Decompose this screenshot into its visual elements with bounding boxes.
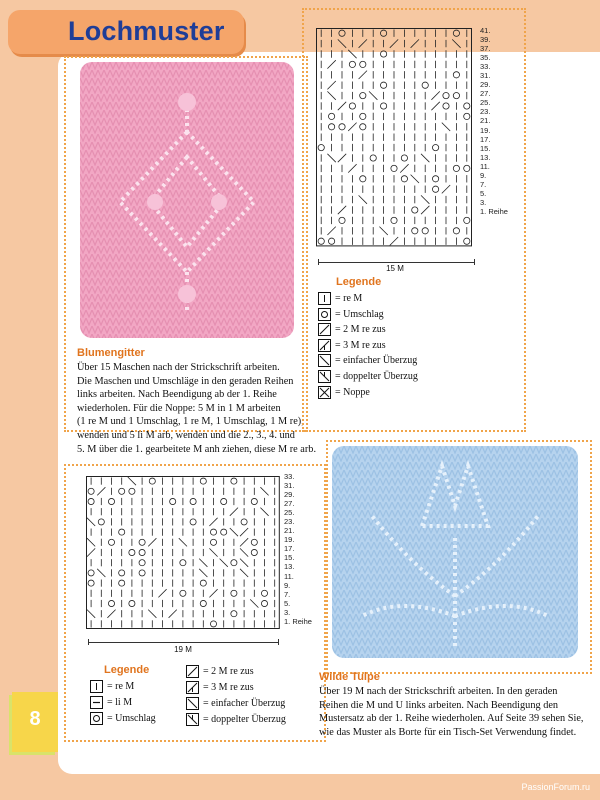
yarn-over-icon xyxy=(318,308,331,321)
row-label: 27. xyxy=(284,499,295,509)
yarn-over-symbol xyxy=(251,539,257,545)
decrease-symbol xyxy=(338,154,346,162)
legend-label: = einfacher Überzug xyxy=(335,355,418,367)
blumengitter-chart xyxy=(316,28,476,259)
decrease-symbol xyxy=(240,528,248,536)
row-label: 31. xyxy=(284,481,295,491)
decrease-symbol xyxy=(260,508,268,516)
legend-item xyxy=(318,386,370,399)
decrease-symbol xyxy=(359,195,367,203)
skp-icon xyxy=(186,697,199,710)
decrease-symbol xyxy=(442,123,450,131)
row-label: 19. xyxy=(480,125,491,135)
decrease-symbol xyxy=(87,548,95,556)
yarn-over-symbol xyxy=(251,498,257,504)
yarn-over-symbol xyxy=(464,113,470,119)
row-label: 35. xyxy=(480,53,491,63)
row-label: 7. xyxy=(284,589,291,599)
row-label: 39. xyxy=(480,35,491,45)
yarn-over-symbol xyxy=(231,560,237,566)
decrease-symbol xyxy=(421,154,429,162)
yarn-over-symbol xyxy=(119,580,125,586)
yarn-over-symbol xyxy=(360,61,366,67)
yarn-over-symbol xyxy=(360,113,366,119)
yarn-over-symbol xyxy=(401,176,407,182)
legend-item xyxy=(90,680,134,693)
yarn-over-symbol xyxy=(318,238,324,244)
legend-item xyxy=(318,323,386,336)
legend-label: = Umschlag xyxy=(335,308,384,320)
yarn-over-symbol xyxy=(231,590,237,596)
legend-label: = 2 M re zus xyxy=(203,666,254,677)
decrease-symbol xyxy=(431,91,439,99)
decrease-symbol xyxy=(87,538,95,546)
yarn-over-symbol xyxy=(391,217,397,223)
blumengitter-instructions: Über 15 Maschen nach der Strickschrift arbeiten. Die Maschen und Umschläge in den geraden Reihen links arbeiten. Nach Beendigung ab der 1. Reihe wiederholen. Für die Noppe: 5 M in 1 M arbeiten (1 re M und 1 Umschlag, 1 re M, 1 Umschlag, 1 M re), wenden und 5 li M arb, wenden und die 2., 3., 4. und 5. M über die 1. gearbeitete M anh ziehen, diese M re arb. xyxy=(77,362,317,455)
yarn-over-symbol xyxy=(129,600,135,606)
row-label: 37. xyxy=(480,44,491,54)
wilde-tulpe-title: Wilde Tulpe xyxy=(319,671,380,683)
yarn-over-symbol xyxy=(108,600,114,606)
yarn-over-symbol xyxy=(464,238,470,244)
dim-tick xyxy=(278,639,279,645)
legend-item xyxy=(186,697,285,710)
decrease-symbol xyxy=(390,237,398,245)
yarn-over-symbol xyxy=(339,217,345,223)
row-label: 27. xyxy=(480,89,491,99)
blumengitter-title: Blumengitter xyxy=(77,347,145,359)
decrease-symbol xyxy=(148,538,156,546)
yarn-over-symbol xyxy=(180,590,186,596)
yarn-over-symbol xyxy=(129,488,135,494)
yarn-over-symbol xyxy=(88,580,94,586)
k2tog-icon xyxy=(186,665,199,678)
yarn-over-symbol xyxy=(108,498,114,504)
yarn-over-symbol xyxy=(221,498,227,504)
yarn-over-symbol xyxy=(360,124,366,130)
yarn-over-symbol xyxy=(129,549,135,555)
row-label: 41. xyxy=(480,26,491,35)
legend-item xyxy=(186,713,286,726)
yarn-over-symbol xyxy=(88,498,94,504)
legend-item xyxy=(90,712,156,725)
decrease-symbol xyxy=(97,487,105,495)
yarn-over-symbol xyxy=(139,549,145,555)
yarn-over-symbol xyxy=(119,529,125,535)
yarn-over-symbol xyxy=(422,228,428,234)
yarn-over-symbol xyxy=(119,488,125,494)
decrease-symbol xyxy=(199,559,207,567)
wilde-tulpe-chart xyxy=(86,476,282,637)
legend-item xyxy=(318,308,384,321)
decrease-symbol xyxy=(338,39,346,47)
decrease-symbol xyxy=(327,227,335,235)
decrease-symbol xyxy=(400,164,408,172)
yarn-over-symbol xyxy=(401,155,407,161)
legend-label: = li M xyxy=(107,697,133,708)
yarn-over-symbol xyxy=(200,478,206,484)
yarn-over-symbol xyxy=(443,103,449,109)
k3tog-icon xyxy=(186,681,199,694)
decrease-symbol xyxy=(230,508,238,516)
yarn-over-symbol xyxy=(241,519,247,525)
decrease-symbol xyxy=(327,91,335,99)
decrease-symbol xyxy=(87,518,95,526)
row-label: 25. xyxy=(284,508,295,518)
decrease-symbol xyxy=(158,589,166,597)
yarn-over-symbol xyxy=(231,611,237,617)
yarn-over-symbol xyxy=(432,144,438,150)
decrease-symbol xyxy=(240,559,248,567)
legend-label: = 3 M re zus xyxy=(335,339,386,351)
yarn-over-symbol xyxy=(380,51,386,57)
decrease-symbol xyxy=(379,227,387,235)
decrease-symbol xyxy=(421,206,429,214)
decrease-symbol xyxy=(338,102,346,110)
decrease-symbol xyxy=(348,164,356,172)
blumengitter-width-label: 15 M xyxy=(386,264,404,273)
yarn-over-symbol xyxy=(261,590,267,596)
yarn-over-symbol xyxy=(139,539,145,545)
wilde-tulpe-width-line xyxy=(88,642,278,643)
legend-item xyxy=(90,696,132,709)
yarn-over-symbol xyxy=(328,238,334,244)
legend-label: = Noppe xyxy=(335,386,370,398)
yarn-over-symbol xyxy=(251,549,257,555)
decrease-symbol xyxy=(327,154,335,162)
decrease-symbol xyxy=(348,123,356,131)
dim-tick xyxy=(474,259,475,265)
yarn-over-symbol xyxy=(380,30,386,36)
decrease-symbol xyxy=(338,206,346,214)
yarn-over-symbol xyxy=(88,570,94,576)
yarn-over-symbol xyxy=(370,155,376,161)
blumengitter-row-labels xyxy=(480,26,508,216)
row-label: 13. xyxy=(480,152,491,162)
yarn-over-symbol xyxy=(328,124,334,130)
decrease-symbol xyxy=(250,599,258,607)
decrease-symbol xyxy=(260,487,268,495)
yarn-over-symbol xyxy=(360,92,366,98)
blumengitter-width-line xyxy=(318,262,474,263)
decrease-symbol xyxy=(421,195,429,203)
yarn-over-symbol xyxy=(200,600,206,606)
decrease-symbol xyxy=(411,175,419,183)
decrease-symbol xyxy=(452,39,460,47)
row-label: 13. xyxy=(284,562,295,572)
yarn-over-icon xyxy=(90,712,103,725)
decrease-symbol xyxy=(240,569,248,577)
blumengitter-swatch-photo xyxy=(80,62,294,338)
wilde-tulpe-instructions: Über 19 M nach der Strickschrift arbeiten. In den geraden Reihen die M und U links arbeiten. Nach Beendigung den Mustersatz ab der 1. Reihe wiederholen. Auf Seite 39 sehen Sie, wie das Muster als Borte für ein Tisch-Set Verwendung findet. xyxy=(319,686,584,738)
skp-icon xyxy=(318,354,331,367)
yarn-over-symbol xyxy=(464,217,470,223)
decrease-symbol xyxy=(230,528,238,536)
double-decrease-icon xyxy=(186,713,199,726)
yarn-over-symbol xyxy=(360,176,366,182)
yarn-over-symbol xyxy=(119,570,125,576)
knit-stitch-icon xyxy=(90,680,103,693)
yarn-over-symbol xyxy=(108,539,114,545)
legend-label: = re M xyxy=(107,681,135,692)
yarn-over-symbol xyxy=(453,92,459,98)
row-label: 5. xyxy=(284,598,291,608)
decrease-symbol xyxy=(169,610,177,618)
yarn-over-symbol xyxy=(210,529,216,535)
decrease-symbol xyxy=(220,559,228,567)
page-title: Lochmuster xyxy=(68,16,225,46)
yarn-over-symbol xyxy=(412,207,418,213)
decrease-symbol xyxy=(240,538,248,546)
row-label: 11. xyxy=(284,571,294,581)
row-label: 19. xyxy=(284,535,295,545)
row-label: 17. xyxy=(284,544,295,554)
yarn-over-symbol xyxy=(210,539,216,545)
yarn-over-symbol xyxy=(149,478,155,484)
yarn-over-symbol xyxy=(432,176,438,182)
yarn-over-symbol xyxy=(380,103,386,109)
knit-stitch-icon xyxy=(318,292,331,305)
page-number-tab xyxy=(12,692,58,752)
yarn-over-symbol xyxy=(139,560,145,566)
decrease-symbol xyxy=(87,610,95,618)
decrease-symbol xyxy=(359,71,367,79)
legend-label: = 3 M re zus xyxy=(203,682,254,693)
k2tog-icon xyxy=(318,323,331,336)
decrease-symbol xyxy=(107,610,115,618)
decrease-symbol xyxy=(179,538,187,546)
wilde-tulpe-width-label: 19 M xyxy=(174,645,192,654)
legend-label: = einfacher Überzug xyxy=(203,698,286,709)
purl-stitch-icon xyxy=(90,696,103,709)
decrease-symbol xyxy=(390,39,398,47)
yarn-over-symbol xyxy=(464,165,470,171)
double-decrease-icon xyxy=(318,370,331,383)
wilde-tulpe-legend-title: Legende xyxy=(104,664,150,676)
decrease-symbol xyxy=(209,589,217,597)
legend-label: = re M xyxy=(335,293,363,304)
row-label: 3. xyxy=(284,607,291,617)
k3tog-icon xyxy=(318,339,331,352)
blumengitter-legend-title: Legende xyxy=(336,276,382,288)
wilde-tulpe-swatch-photo xyxy=(332,446,578,658)
legend-label: = 2 M re zus xyxy=(335,324,386,336)
yarn-over-symbol xyxy=(180,560,186,566)
decrease-symbol xyxy=(148,610,156,618)
decrease-symbol xyxy=(359,39,367,47)
legend-item xyxy=(186,665,254,678)
yarn-over-symbol xyxy=(339,30,345,36)
yarn-over-symbol xyxy=(190,519,196,525)
watermark: PassionForum.ru xyxy=(521,782,590,792)
decrease-symbol xyxy=(348,50,356,58)
decrease-symbol xyxy=(327,81,335,89)
row-label: 21. xyxy=(284,526,295,536)
yarn-over-symbol xyxy=(328,113,334,119)
bobble-icon xyxy=(318,386,331,399)
row-label: 33. xyxy=(480,62,491,72)
dim-tick xyxy=(88,639,89,645)
dim-tick xyxy=(318,259,319,265)
legend-label: = doppelter Überzug xyxy=(203,714,286,725)
yarn-over-symbol xyxy=(318,144,324,150)
row-label: 33. xyxy=(284,472,295,481)
yarn-over-symbol xyxy=(453,72,459,78)
row-label: 7. xyxy=(480,179,487,189)
row-label: 5. xyxy=(480,188,487,198)
row-label: 9. xyxy=(284,580,291,590)
row-label: 11. xyxy=(480,161,490,171)
yarn-over-symbol xyxy=(139,570,145,576)
yarn-over-symbol xyxy=(453,165,459,171)
row-label: 23. xyxy=(480,107,491,117)
yarn-over-symbol xyxy=(261,600,267,606)
row-label: 29. xyxy=(480,80,491,90)
legend-item xyxy=(318,292,362,305)
decrease-symbol xyxy=(199,569,207,577)
row-label: 15. xyxy=(480,143,491,153)
row-label: 23. xyxy=(284,517,295,527)
yarn-over-symbol xyxy=(210,621,216,627)
decrease-symbol xyxy=(97,569,105,577)
decrease-symbol xyxy=(442,185,450,193)
row-label: 17. xyxy=(480,134,491,144)
yarn-over-symbol xyxy=(339,124,345,130)
yarn-over-symbol xyxy=(464,103,470,109)
yarn-over-symbol xyxy=(443,92,449,98)
decrease-symbol xyxy=(209,518,217,526)
decrease-symbol xyxy=(240,548,248,556)
row-label: 15. xyxy=(284,553,295,563)
row-label: 25. xyxy=(480,98,491,108)
yarn-over-symbol xyxy=(200,580,206,586)
decrease-symbol xyxy=(369,91,377,99)
yarn-over-symbol xyxy=(380,82,386,88)
yarn-over-symbol xyxy=(221,529,227,535)
row-label: 9. xyxy=(480,170,487,180)
yarn-over-symbol xyxy=(98,519,104,525)
yarn-over-symbol xyxy=(453,30,459,36)
wilde-tulpe-row-labels xyxy=(284,472,312,626)
yarn-over-symbol xyxy=(412,228,418,234)
page-number: 8 xyxy=(29,708,41,730)
legend-item xyxy=(318,354,417,367)
yarn-over-symbol xyxy=(391,165,397,171)
legend-item xyxy=(318,339,386,352)
legend-label: = Umschlag xyxy=(107,713,156,724)
row-label: 21. xyxy=(480,116,491,126)
yarn-over-symbol xyxy=(453,228,459,234)
row-label: 29. xyxy=(284,490,295,500)
legend-item xyxy=(186,681,254,694)
legend-item xyxy=(318,370,418,383)
decrease-symbol xyxy=(431,102,439,110)
decrease-symbol xyxy=(128,477,136,485)
legend-label: = doppelter Überzug xyxy=(335,371,418,382)
row-label: 3. xyxy=(480,197,487,207)
decrease-symbol xyxy=(327,60,335,68)
decrease-symbol xyxy=(209,548,217,556)
yarn-over-symbol xyxy=(422,82,428,88)
yarn-over-symbol xyxy=(190,498,196,504)
decrease-symbol xyxy=(411,39,419,47)
title-tab xyxy=(8,10,244,54)
row-label: 1. Reihe xyxy=(480,206,508,216)
yarn-over-symbol xyxy=(88,488,94,494)
yarn-over-symbol xyxy=(432,186,438,192)
row-label: 1. Reihe xyxy=(284,616,312,626)
yarn-over-symbol xyxy=(231,478,237,484)
yarn-over-symbol xyxy=(170,498,176,504)
yarn-over-symbol xyxy=(349,103,355,109)
yarn-over-symbol xyxy=(349,61,355,67)
row-label: 31. xyxy=(480,71,491,81)
